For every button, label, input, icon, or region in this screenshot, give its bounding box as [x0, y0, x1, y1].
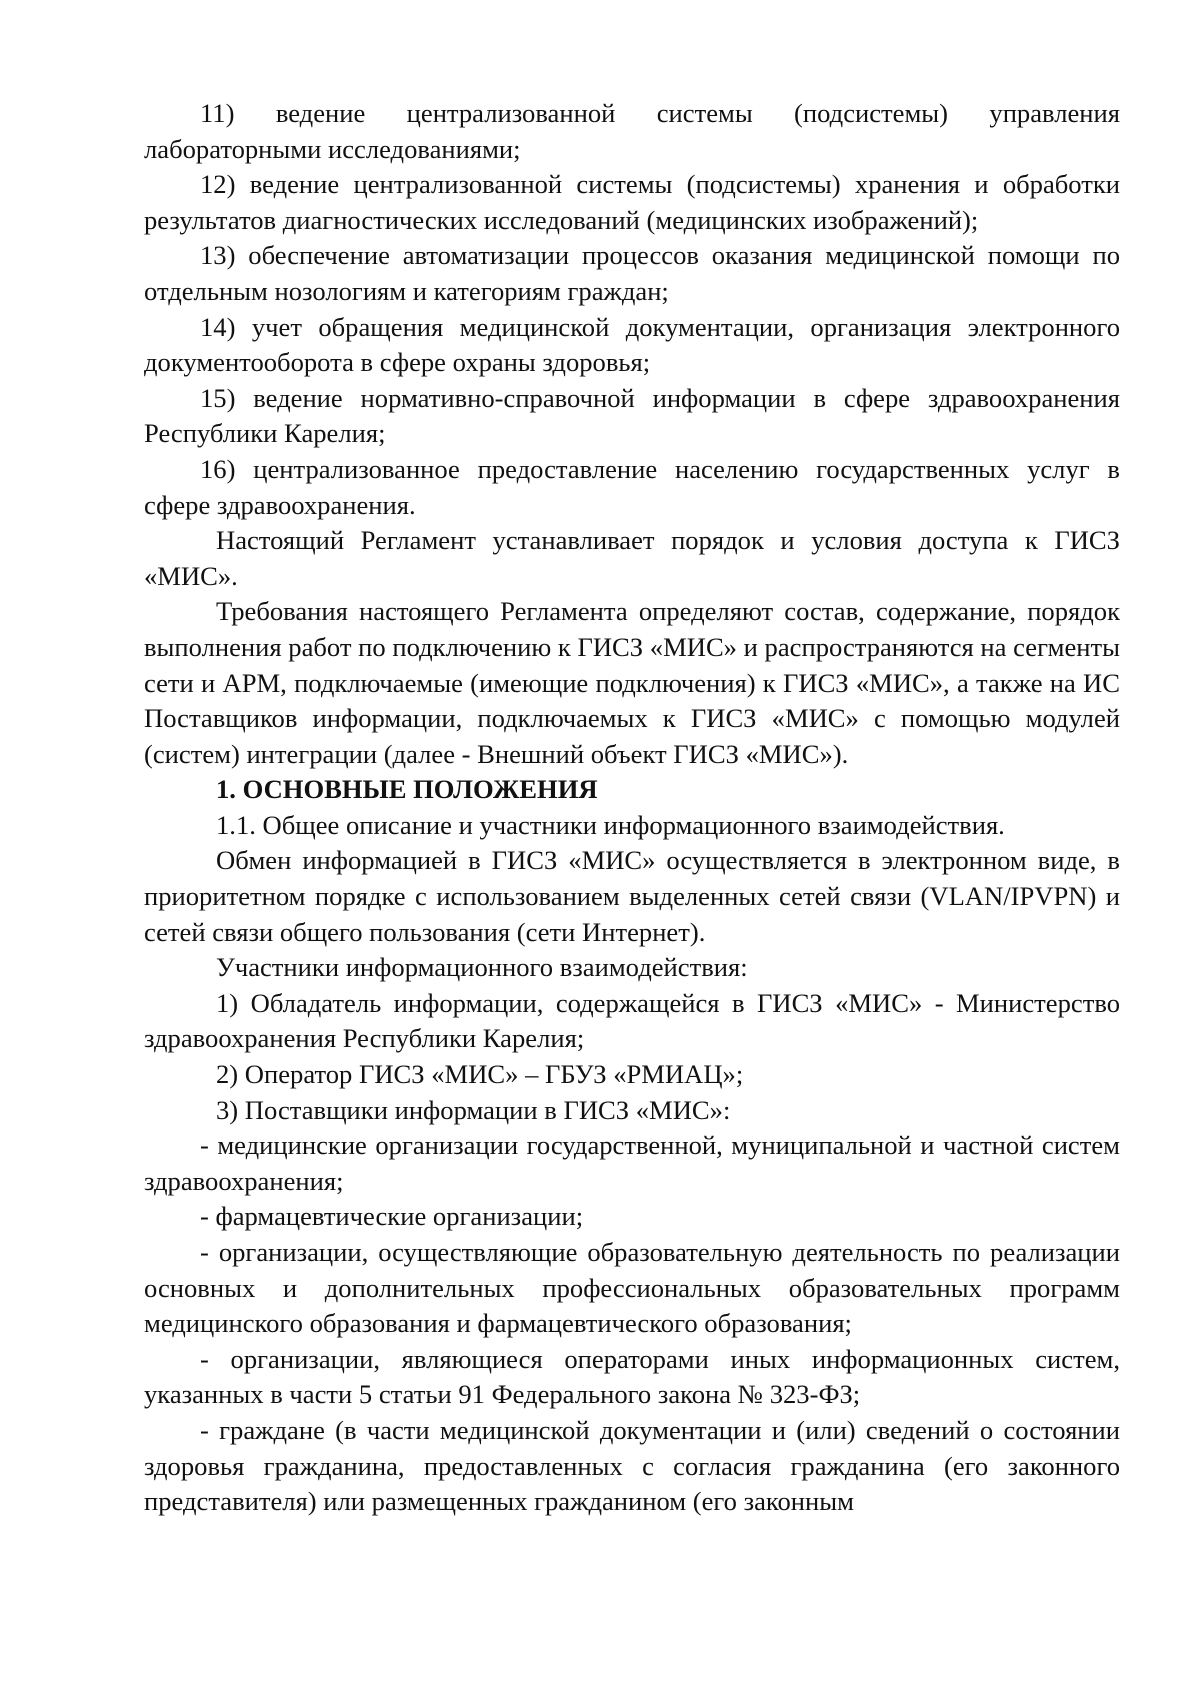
participants-heading: Участники информационного взаимодействия:	[216, 952, 748, 983]
participant-item-3: 3) Поставщики информации в ГИСЗ «МИС»:	[216, 1094, 731, 1125]
list-item-14: 14) учет обращения медицинской документации, организация электронного документооборота в сфере охраны здоровья;	[144, 311, 1120, 378]
participant-item-1: 1) Обладатель информации, содержащейся в ГИСЗ «МИС» - Министерство здравоохранения Республики Карелия;	[144, 987, 1120, 1054]
list-item-16: 16) централизованное предоставление населению государственных услуг в сфере здравоохранения.	[144, 453, 1120, 520]
list-item-13: 13) обеспечение автоматизации процессов оказания медицинской помощи по отдельным нозологиям и категориям граждан;	[144, 240, 1120, 306]
exchange-paragraph: Обмен информацией в ГИСЗ «МИС» осуществляется в электронном виде, в приоритетном порядке с использованием выделенных сетей связи (VLAN/IPVPN) и сетей связи общего пользования (сети Интернет).	[144, 845, 1120, 947]
participant-item-2: 2) Оператор ГИСЗ «МИС» – ГБУЗ «РМИАЦ»;	[216, 1059, 744, 1090]
supplier-item-operators: - организации, являющиеся операторами иных информационных систем, указанных в части 5 статьи 91 Федерального закона № 323-ФЗ;	[144, 1343, 1120, 1410]
subsection-title: 1.1. Общее описание и участники информационного взаимодействия.	[216, 809, 1005, 840]
supplier-item-citizens: - граждане (в части медицинской документации и (или) сведений о состоянии здоровья гражданина, предоставленных с согласия гражданина (его законного представителя) или размещенных гражданином (его законным	[144, 1414, 1120, 1517]
list-item-11: 11) ведение централизованной системы (подсистемы) управления лабораторными исследованиями;	[144, 98, 1120, 164]
list-item-15: 15) ведение нормативно-справочной информации в сфере здравоохранения Республики Карелия;	[144, 382, 1120, 449]
document-body	[144, 96, 1120, 1520]
intro-paragraph-requirements: Требования настоящего Регламента определяют состав, содержание, порядок выполнения работ по подключению к ГИСЗ «МИС» и распространяются на сегменты сети и АРМ, подключаемые (имеющие подключения) к ГИСЗ «МИС», а также на ИС Поставщиков информации, подключаемых к ГИСЗ «МИС» с помощью модулей (систем) интеграции (далее - Внешний объект ГИСЗ «МИС»).	[144, 596, 1120, 769]
supplier-item-medical: - медицинские организации государственной, муниципальной и частной систем здравоохранения;	[144, 1130, 1120, 1196]
list-item-12: 12) ведение централизованной системы (подсистемы) хранения и обработки результатов диагностических исследований (медицинских изображений);	[144, 169, 1120, 235]
section-heading: 1. ОСНОВНЫЕ ПОЛОЖЕНИЯ	[216, 774, 598, 805]
intro-paragraph-access: Настоящий Регламент устанавливает порядок и условия доступа к ГИСЗ «МИС».	[144, 525, 1120, 591]
supplier-item-education: - организации, осуществляющие образовательную деятельность по реализации основных и дополнительных профессиональных образовательных программ медицинского образования и фармацевтического образования;	[144, 1237, 1120, 1339]
supplier-item-pharma: - фармацевтические организации;	[200, 1201, 584, 1232]
